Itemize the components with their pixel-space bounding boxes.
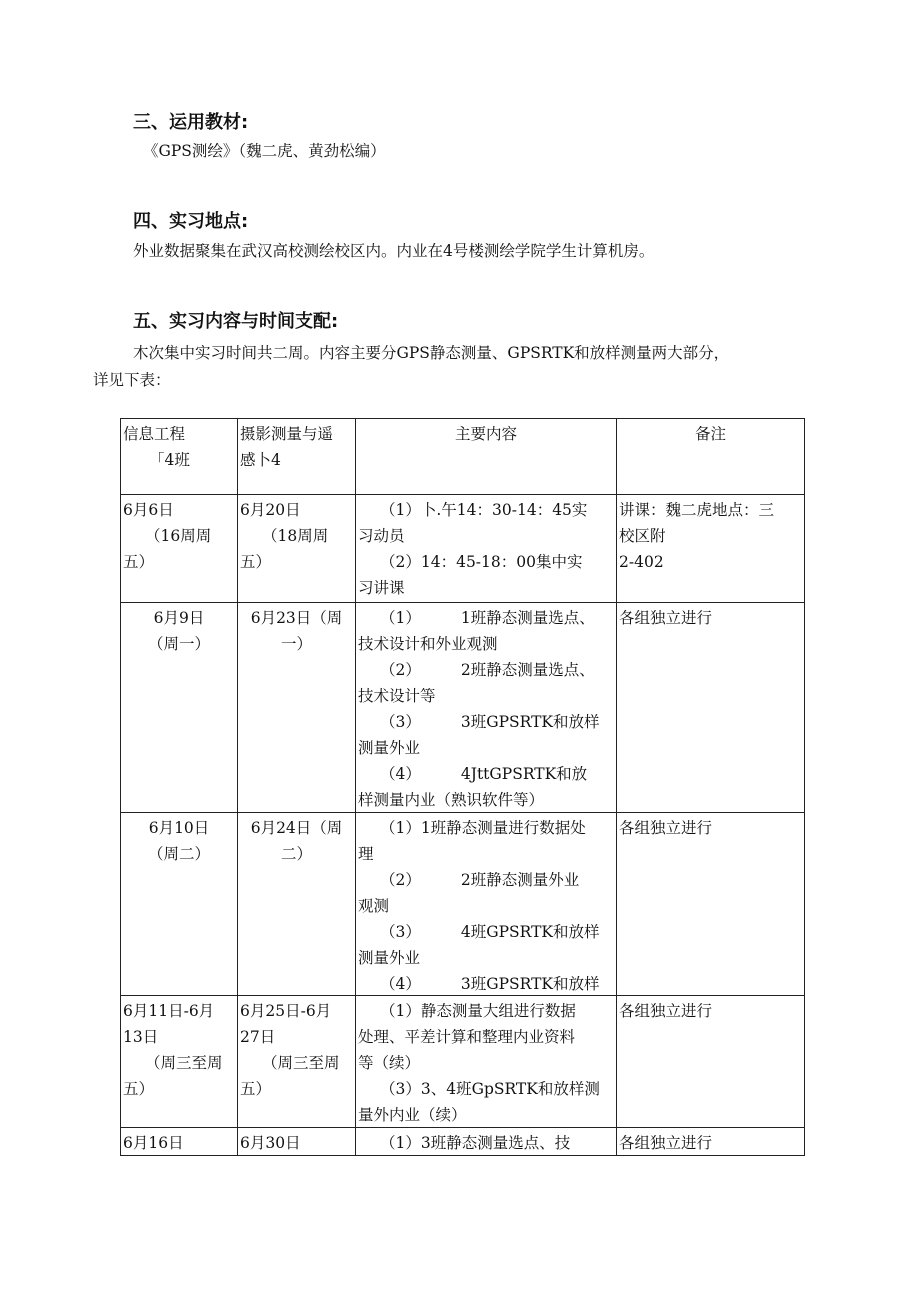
table-row xyxy=(121,603,805,813)
row3-note: 各组独立进行 xyxy=(619,819,713,837)
section-4-text: 外业数据聚集在武汉高校测绘校区内。内业在4号楼测绘学院学生计算机房。 xyxy=(133,242,655,260)
row5-content: （1）3班静态测量选点、技 xyxy=(380,1134,571,1152)
row4-date-col1: 6月11日-6月 13日 （周三至周 五） xyxy=(123,1002,223,1098)
row3-date-col1: 6月10日 （周二） xyxy=(147,819,210,863)
section-4-heading: 四、实习地点: xyxy=(133,211,249,232)
header-col-notes: 备注 xyxy=(694,425,726,443)
row4-content: （1）静态测量大组进行数据 处理、平差计算和整理内业资料 等（续） （3）3、4班GpSRTK和放样测 量外内业（续） xyxy=(358,1002,600,1124)
section-5-text-line1: 木次集中实习时间共二周。内容主要分GPS静态测量、GPSRTK和放样测量两大部分， xyxy=(133,344,730,362)
schedule-table xyxy=(120,418,805,1156)
row4-note: 各组独立进行 xyxy=(619,1002,713,1020)
header-col-content: 主要内容 xyxy=(454,425,517,443)
section-3-heading: 三、运用教材: xyxy=(133,112,249,133)
section-3-text: 《GPS测绘》（魏二虎、黄劲松编） xyxy=(143,142,386,160)
row1-date-col2: 6月20日 （18周周 五） xyxy=(240,501,329,571)
header-col-photogrammetry: 摄影测量与遥 感卜4 xyxy=(240,425,334,469)
row5-note: 各组独立进行 xyxy=(619,1134,713,1152)
row2-date-col2: 6月23日（周 一） xyxy=(250,609,343,653)
header-col-info-eng: 信息工程 「4班 xyxy=(123,425,190,469)
row1-content: （1）卜.午14：30-14：45实 习动员 （2）14：45-18：00集中实 习讲课 xyxy=(358,501,588,597)
row2-note: 各组独立进行 xyxy=(619,609,713,627)
table-header-row xyxy=(121,419,805,495)
table-row xyxy=(121,996,805,1128)
row3-content: （1）1班静态测量进行数据处 理 （2） 2班静态测量外业 观测 （3） 4班GPSRTK和放样 测量外业 （4） 3班GPSRTK和放样 xyxy=(358,819,600,993)
table-row xyxy=(121,495,805,603)
row1-date-col1: 6月6日 （16周周 五） xyxy=(123,501,212,571)
row2-date-col1: 6月9日 （周一） xyxy=(147,609,210,653)
row5-date-col1: 6月16日 xyxy=(123,1134,184,1152)
row2-content: （1） 1班静态测量选点、 技术设计和外业观测 （2） 2班静态测量选点、 技术设计等 （3） 3班GPSRTK和放样 测量外业 （4） 4JttGPSRTK和放 样测量内业（熟识软件等） xyxy=(358,609,600,809)
row4-date-col2: 6月25日-6月 27日 （周三至周 五） xyxy=(240,1002,340,1098)
row5-date-col2: 6月30日 xyxy=(240,1134,301,1152)
row1-note: 讲课：魏二虎地点：三 校区附 2-402 xyxy=(619,501,775,571)
section-5-heading: 五、实习内容与时间支配: xyxy=(133,311,339,332)
table-row xyxy=(121,813,805,996)
section-5-text-line2: 详见下表： xyxy=(93,371,171,389)
row3-date-col2: 6月24日（周 二） xyxy=(250,819,343,863)
table-row xyxy=(121,1128,805,1156)
